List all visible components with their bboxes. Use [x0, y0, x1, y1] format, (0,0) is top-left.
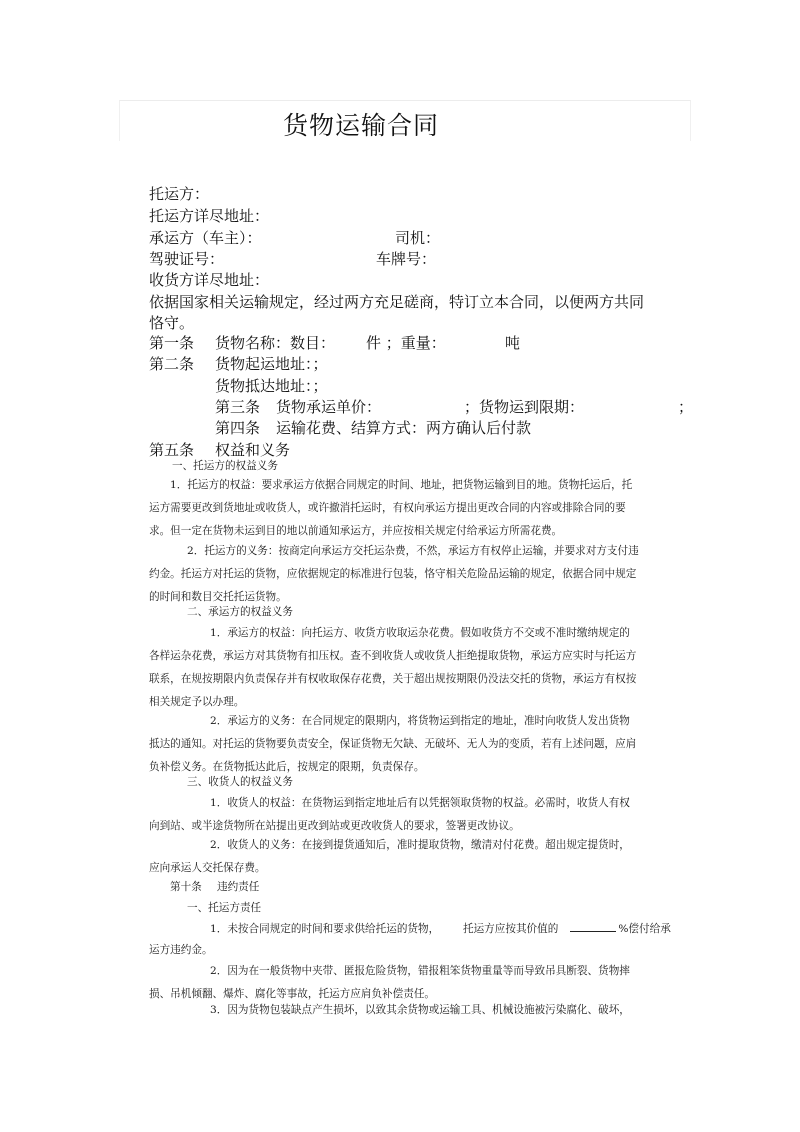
percent-blank	[570, 922, 616, 932]
breach-1-paragraph-3: 3．因为货物包装缺点产生损坏，以致其余货物或运输工具、机械设施被污染腐化、破坏，	[210, 1004, 630, 1016]
field-consignor-address: 托运方详尽地址：	[149, 207, 270, 225]
article-3-deadline: ；货物运到限期：	[464, 398, 585, 416]
section-2-paragraph-1-text: 1．承运方的权益：向托运方、收货方收取运杂花费。假如收货方不交或不准时缴纳规定的各样运杂花费，承运方对其货物有扣压权。查不到收货人或收货人拒绝提取货物，承运方应实时与托运方联系，在规按期限内负责保存并有权收取保存花费，关于超出规按期限仍没法交托的货物，承运方有权按相关规定予以办理。	[149, 627, 637, 708]
section-2-paragraph-2	[149, 710, 639, 779]
breach-1-p1-d: 运方违约金。	[149, 944, 213, 956]
field-plate: 车牌号：	[376, 250, 437, 268]
preamble-line-1: 依据国家相关运输规定，经过两方充足磋商，特订立本合同，以便两方共同	[149, 293, 645, 311]
article-2-dest: 货物抵达地址：；	[215, 377, 328, 395]
article-1-label: 第一条	[149, 334, 195, 352]
section-3-heading: 三、收货人的权益义务	[187, 776, 293, 788]
breach-1-p1-b	[463, 922, 671, 937]
field-carrier: 承运方（车主）：	[149, 229, 262, 247]
breach-1-p1-b-text: 托运方应按其价值的	[463, 923, 559, 935]
field-license: 驾驶证号：	[149, 250, 225, 268]
section-3-paragraph-1-text: 1．收货人的权益：在货物运到指定地址后有以凭据领取货物的权益。必需时，收货人有权向到站、或半途货物所在站提出更改到站或更改收货人的要求，签署更改协议。	[149, 797, 630, 832]
article-1-text: 货物名称：数目：	[215, 334, 336, 352]
article-3-label: 第三条	[215, 398, 261, 416]
article-4-label: 第四条	[215, 419, 261, 437]
breach-1-paragraph-2	[149, 960, 639, 1006]
breach-1-p1-c-text: %偿付给承	[618, 923, 671, 935]
article-5-text: 权益和义务	[215, 441, 291, 459]
section-2-heading: 二、承运方的权益义务	[187, 606, 293, 618]
breach-1-p1-a: 1．未按合同规定的时间和要求供给托运的货物，	[210, 923, 440, 935]
article-3-text: 货物承运单价：	[276, 398, 382, 416]
breach-1-paragraph-2-text: 2．因为在一般货物中夹带、匿报危险货物，错报粗笨货物重量等而导致吊具断裂、货物摔损、吊机倾翻、爆炸、腐化等事故，托运方应肩负补偿责任。	[149, 965, 630, 1000]
article-4-text: 运输花费、结算方式：两方确认后付款	[276, 419, 532, 437]
field-driver: 司机：	[395, 229, 441, 247]
section-1-paragraph-1-text: 1．托运方的权益：要求承运方依据合同规定的时间、地址，把货物运输到目的地。货物托运后，托运方需要更改到货地址或收货人，或许撤消托运时，有权向承运方提出更改合同的内容或排除合同的要求。但一定在货物未运到目的地以前通知承运方，并应按相关规定付给承运方所需花费。	[149, 479, 633, 537]
article-1-piece: 件 ；重量：	[366, 334, 446, 352]
section-1-paragraph-2	[149, 540, 639, 609]
section-1-paragraph-2-text: 2．托运方的义务：按商定向承运方交托运杂费，不然，承运方有权停止运输，并要求对方支付违约金。托运方对托运的货物，应依据规定的标准进行包装，恪守相关危险品运输的规定，依据合同中规定的时间和数目交托托运货物。	[149, 545, 639, 603]
section-3-paragraph-1	[149, 792, 639, 838]
section-2-paragraph-1	[149, 622, 639, 714]
article-2-label: 第二条	[149, 355, 195, 373]
section-2-paragraph-2-text: 2．承运方的义务：在合同规定的限期内，将货物运到指定的地址，准时向收货人发出货物抵达的通知。对托运的货物要负责安全，保证货物无欠缺、无破坏、无人为的变质，若有上述问题，应肩负补偿义务。在货物抵达此后，按规定的限期，负责保存。	[149, 715, 637, 773]
article-1-ton: 吨	[505, 334, 521, 352]
field-consignee-address: 收货方详尽地址：	[149, 271, 270, 289]
field-consignor: 托运方：	[149, 185, 210, 203]
article-10-label: 第十条	[170, 881, 202, 893]
section-3-paragraph-2-text: 2．收货人的义务：在接到提货通知后，准时提取货物，缴清对付花费。超出规定提货时，应向承运人交托保存费。	[149, 839, 630, 874]
article-5-label: 第五条	[149, 441, 195, 459]
article-3-end: ；	[678, 398, 694, 416]
section-1-paragraph-1	[149, 474, 639, 543]
article-10-text: 违约责任	[217, 881, 260, 893]
preamble-line-2: 恪守。	[149, 314, 195, 332]
section-1-heading: 一、托运方的权益义务	[172, 460, 278, 472]
document-title: 货物运输合同	[283, 111, 440, 140]
breach-1-heading: 一、托运方责任	[187, 902, 262, 914]
article-2-origin: 货物起运地址：；	[215, 355, 328, 373]
section-3-paragraph-2	[149, 834, 639, 880]
